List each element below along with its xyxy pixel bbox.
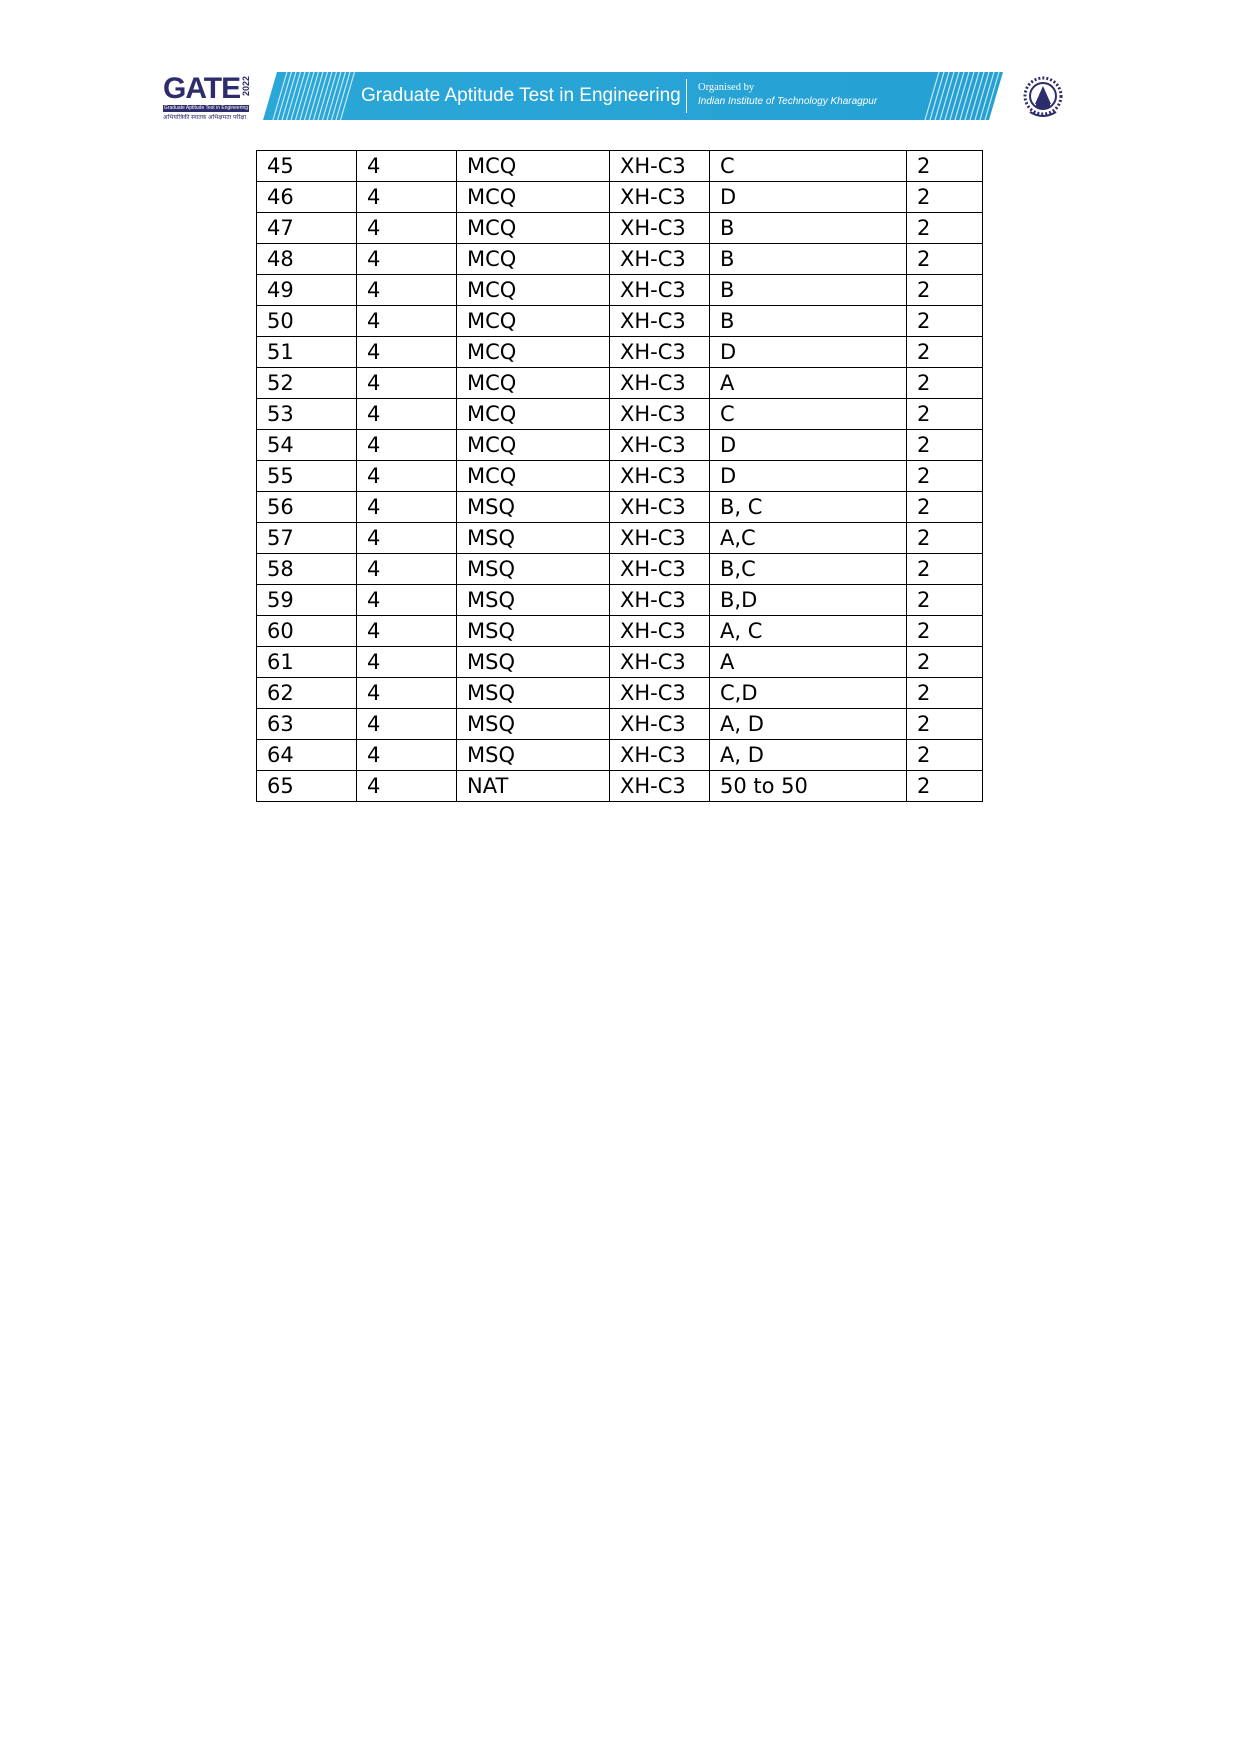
table-row: [257, 771, 983, 802]
banner-title: Graduate Aptitude Test in Engineering: [361, 85, 681, 106]
marks-cell: 2: [907, 368, 983, 399]
table-row: [257, 461, 983, 492]
answer-key-cell: A,C: [710, 523, 907, 554]
question-number-cell: 48: [257, 244, 357, 275]
answer-key-cell: B: [710, 275, 907, 306]
answer-key-cell: A, D: [710, 740, 907, 771]
marks-cell: 2: [907, 585, 983, 616]
marks-cell: 2: [907, 616, 983, 647]
question-number-cell: 50: [257, 306, 357, 337]
answer-key-cell: B: [710, 306, 907, 337]
question-type-cell: NAT: [457, 771, 610, 802]
question-type-cell: MCQ: [457, 306, 610, 337]
table-row: [257, 554, 983, 585]
question-number-cell: 55: [257, 461, 357, 492]
answer-key-cell: A: [710, 647, 907, 678]
answer-key-cell: C: [710, 151, 907, 182]
session-cell: 4: [357, 647, 457, 678]
answer-key-cell: B: [710, 244, 907, 275]
section-cell: XH-C3: [610, 151, 710, 182]
table-row: [257, 306, 983, 337]
table-row: [257, 151, 983, 182]
session-cell: 4: [357, 709, 457, 740]
marks-cell: 2: [907, 182, 983, 213]
section-cell: XH-C3: [610, 306, 710, 337]
marks-cell: 2: [907, 306, 983, 337]
question-number-cell: 52: [257, 368, 357, 399]
question-number-cell: 65: [257, 771, 357, 802]
table-row: [257, 678, 983, 709]
section-cell: XH-C3: [610, 678, 710, 709]
session-cell: 4: [357, 678, 457, 709]
marks-cell: 2: [907, 647, 983, 678]
organiser-name: Indian Institute of Technology Kharagpur: [698, 96, 878, 107]
question-type-cell: MSQ: [457, 647, 610, 678]
session-cell: 4: [357, 740, 457, 771]
session-cell: 4: [357, 492, 457, 523]
table-row: [257, 523, 983, 554]
table-row: [257, 709, 983, 740]
table-row: [257, 399, 983, 430]
marks-cell: 2: [907, 554, 983, 585]
section-cell: XH-C3: [610, 740, 710, 771]
question-type-cell: MCQ: [457, 368, 610, 399]
session-cell: 4: [357, 430, 457, 461]
session-cell: 4: [357, 151, 457, 182]
section-cell: XH-C3: [610, 430, 710, 461]
marks-cell: 2: [907, 430, 983, 461]
page-header: [0, 0, 1241, 140]
question-type-cell: MSQ: [457, 585, 610, 616]
gate-logo-strip: Graduate Aptitude Test in Engineering: [163, 105, 249, 111]
question-type-cell: MCQ: [457, 337, 610, 368]
question-number-cell: 58: [257, 554, 357, 585]
question-number-cell: 46: [257, 182, 357, 213]
question-type-cell: MCQ: [457, 399, 610, 430]
section-cell: XH-C3: [610, 244, 710, 275]
question-number-cell: 47: [257, 213, 357, 244]
question-type-cell: MSQ: [457, 523, 610, 554]
section-cell: XH-C3: [610, 213, 710, 244]
session-cell: 4: [357, 771, 457, 802]
gate-logo: [163, 74, 253, 124]
header-banner: [263, 72, 1003, 120]
marks-cell: 2: [907, 709, 983, 740]
organised-by-label: Organised by: [698, 82, 755, 93]
marks-cell: 2: [907, 399, 983, 430]
answer-key-table: [256, 150, 983, 802]
question-type-cell: MCQ: [457, 275, 610, 306]
question-number-cell: 60: [257, 616, 357, 647]
question-number-cell: 56: [257, 492, 357, 523]
answer-key-cell: B: [710, 213, 907, 244]
table-row: [257, 275, 983, 306]
session-cell: 4: [357, 368, 457, 399]
answer-key-cell: A, C: [710, 616, 907, 647]
answer-key-cell: C: [710, 399, 907, 430]
session-cell: 4: [357, 337, 457, 368]
session-cell: 4: [357, 585, 457, 616]
answer-key-cell: B,C: [710, 554, 907, 585]
question-type-cell: MSQ: [457, 740, 610, 771]
section-cell: XH-C3: [610, 585, 710, 616]
answer-key-cell: B, C: [710, 492, 907, 523]
question-type-cell: MSQ: [457, 616, 610, 647]
question-type-cell: MSQ: [457, 678, 610, 709]
question-number-cell: 61: [257, 647, 357, 678]
marks-cell: 2: [907, 244, 983, 275]
session-cell: 4: [357, 616, 457, 647]
banner-divider: [686, 79, 687, 113]
session-cell: 4: [357, 182, 457, 213]
session-cell: 4: [357, 399, 457, 430]
question-number-cell: 51: [257, 337, 357, 368]
answer-key-cell: D: [710, 430, 907, 461]
table-row: [257, 740, 983, 771]
section-cell: XH-C3: [610, 182, 710, 213]
answer-key-cell: D: [710, 337, 907, 368]
table-row: [257, 213, 983, 244]
gate-logo-year: 2022: [241, 76, 251, 97]
section-cell: XH-C3: [610, 275, 710, 306]
section-cell: XH-C3: [610, 709, 710, 740]
table-row: [257, 647, 983, 678]
question-number-cell: 57: [257, 523, 357, 554]
table-row: [257, 368, 983, 399]
section-cell: XH-C3: [610, 399, 710, 430]
question-type-cell: MSQ: [457, 709, 610, 740]
table-row: [257, 337, 983, 368]
question-number-cell: 64: [257, 740, 357, 771]
section-cell: XH-C3: [610, 616, 710, 647]
table-row: [257, 182, 983, 213]
marks-cell: 2: [907, 275, 983, 306]
question-type-cell: MCQ: [457, 182, 610, 213]
answer-key-cell: D: [710, 182, 907, 213]
session-cell: 4: [357, 461, 457, 492]
question-type-cell: MCQ: [457, 244, 610, 275]
question-number-cell: 45: [257, 151, 357, 182]
question-type-cell: MCQ: [457, 213, 610, 244]
answer-key-cell: C,D: [710, 678, 907, 709]
section-cell: XH-C3: [610, 647, 710, 678]
table-row: [257, 492, 983, 523]
question-number-cell: 62: [257, 678, 357, 709]
table-row: [257, 585, 983, 616]
question-type-cell: MCQ: [457, 151, 610, 182]
question-type-cell: MCQ: [457, 461, 610, 492]
section-cell: XH-C3: [610, 368, 710, 399]
marks-cell: 2: [907, 771, 983, 802]
question-number-cell: 63: [257, 709, 357, 740]
marks-cell: 2: [907, 523, 983, 554]
marks-cell: 2: [907, 492, 983, 523]
gate-logo-hindi: अभियांत्रिकी स्नातक अभिक्षमता परीक्षा: [163, 115, 247, 121]
question-number-cell: 53: [257, 399, 357, 430]
session-cell: 4: [357, 554, 457, 585]
session-cell: 4: [357, 306, 457, 337]
answer-key-cell: B,D: [710, 585, 907, 616]
section-cell: XH-C3: [610, 554, 710, 585]
answer-key-cell: A: [710, 368, 907, 399]
table-row: [257, 244, 983, 275]
answer-key-cell: A, D: [710, 709, 907, 740]
section-cell: XH-C3: [610, 523, 710, 554]
marks-cell: 2: [907, 337, 983, 368]
table-row: [257, 430, 983, 461]
marks-cell: 2: [907, 461, 983, 492]
table-row: [257, 616, 983, 647]
marks-cell: 2: [907, 678, 983, 709]
marks-cell: 2: [907, 740, 983, 771]
marks-cell: 2: [907, 151, 983, 182]
answer-key-cell: 50 to 50: [710, 771, 907, 802]
question-number-cell: 54: [257, 430, 357, 461]
session-cell: 4: [357, 244, 457, 275]
question-number-cell: 59: [257, 585, 357, 616]
marks-cell: 2: [907, 213, 983, 244]
section-cell: XH-C3: [610, 492, 710, 523]
section-cell: XH-C3: [610, 337, 710, 368]
question-type-cell: MSQ: [457, 554, 610, 585]
section-cell: XH-C3: [610, 771, 710, 802]
question-type-cell: MSQ: [457, 492, 610, 523]
gate-logo-text: GATE: [163, 72, 241, 105]
iit-kharagpur-emblem-icon: [1022, 74, 1064, 120]
session-cell: 4: [357, 213, 457, 244]
section-cell: XH-C3: [610, 461, 710, 492]
question-type-cell: MCQ: [457, 430, 610, 461]
session-cell: 4: [357, 275, 457, 306]
answer-key-cell: D: [710, 461, 907, 492]
question-number-cell: 49: [257, 275, 357, 306]
session-cell: 4: [357, 523, 457, 554]
